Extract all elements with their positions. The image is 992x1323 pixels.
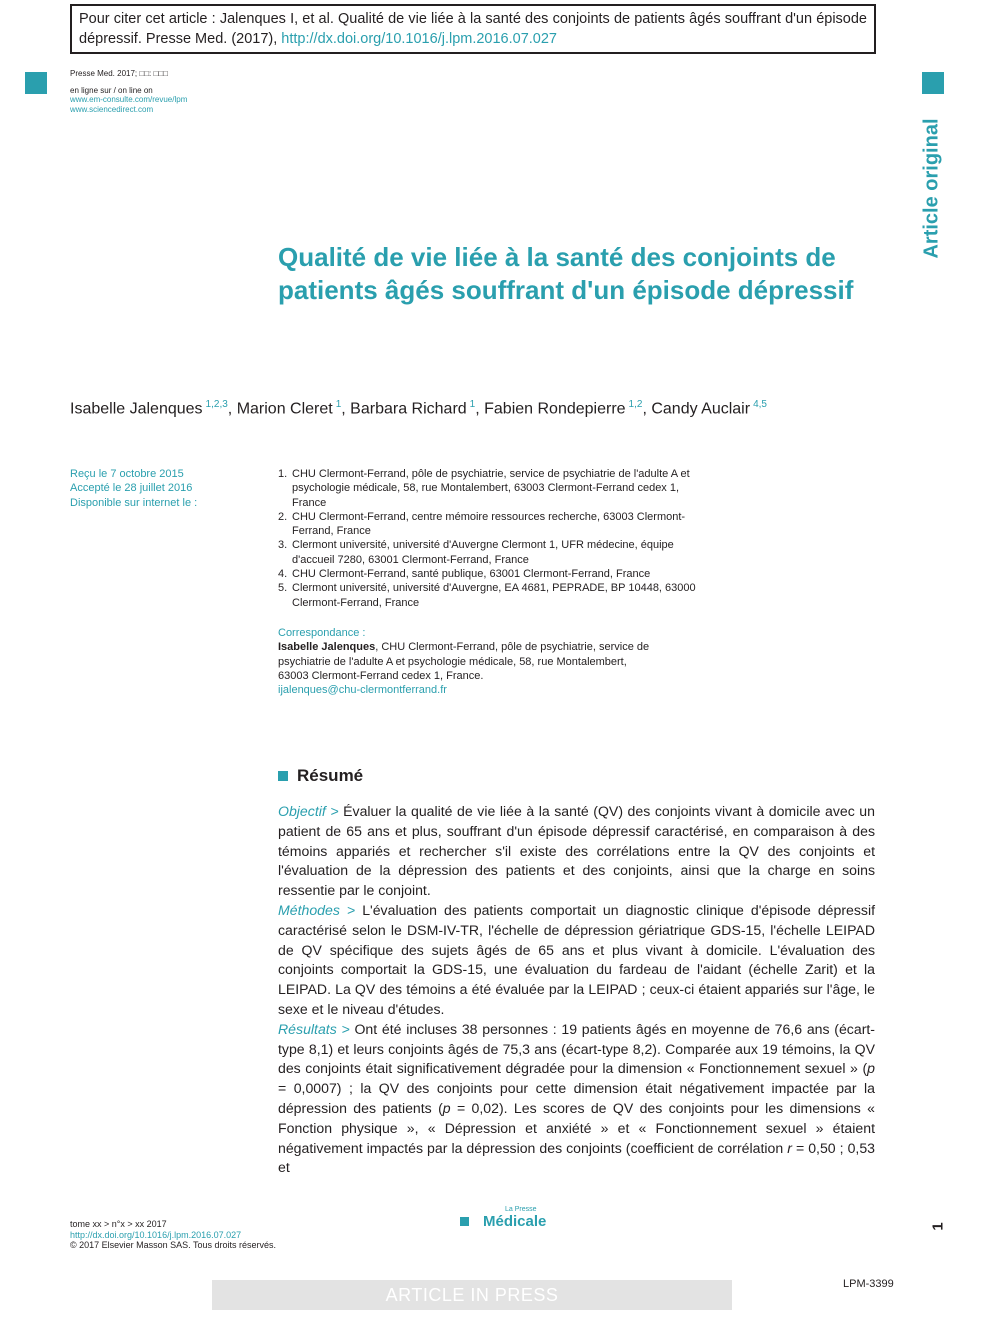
objective-text: Évaluer la qualité de vie liée à la santé (QV) des conjoints vivant à domicile avec un patient de 65 ans et plus, souffrant d'un épisode dépressif caractérisé, en comparaison à des témoins appariés et rechercher s'il existe des corrélations entre la QV des conjoints et l'évaluation de la dépression des patients et des conjoints, ainsi que la charge en soins ressentie par le conjoint. bbox=[278, 803, 875, 899]
results-text-2: = 0,0007) ; la QV des conjoints pour cette dimension était négativement impactée par la dépression des patients ( bbox=[278, 1080, 875, 1116]
citation-box bbox=[70, 4, 876, 54]
citation-doi-link[interactable]: http://dx.doi.org/10.1016/j.lpm.2016.07.027 bbox=[281, 31, 557, 47]
accepted-date: Accepté le 28 juillet 2016 bbox=[70, 482, 193, 495]
p-symbol-2: p bbox=[442, 1099, 451, 1116]
abstract-body bbox=[278, 802, 875, 1178]
affiliation-text: CHU Clermont-Ferrand, pôle de psychiatrie, service de psychiatrie de l'adulte A et psychologie médicale, 58, rue Montalembert, 63003 Clermont-Ferrand cedex 1, France bbox=[292, 468, 690, 509]
abstract-objective bbox=[278, 802, 875, 901]
abstract-heading-text: Résumé bbox=[297, 766, 364, 785]
correspondence-name: Isabelle Jalenques bbox=[278, 641, 376, 654]
brand-small-text: La Presse bbox=[505, 1206, 537, 1213]
article-dates bbox=[70, 467, 197, 510]
affiliation-item bbox=[278, 538, 698, 567]
p-symbol: p bbox=[867, 1060, 875, 1077]
abstract-heading bbox=[278, 766, 363, 786]
citation-text: Pour citer cet article : Jalenques I, et al. Qualité de vie liée à la santé des conjoints de patients âgés souffrant d'un épisode dépressif. Presse Med. (2017), bbox=[79, 11, 867, 47]
affiliation-text: CHU Clermont-Ferrand, santé publique, 63001 Clermont-Ferrand, France bbox=[292, 568, 651, 581]
online-label: en ligne sur / on line on bbox=[70, 85, 153, 95]
received-date: Reçu le 7 octobre 2015 bbox=[70, 468, 184, 480]
affiliation-list bbox=[278, 467, 698, 610]
author-list bbox=[70, 399, 767, 418]
abstract-results bbox=[278, 1020, 875, 1178]
footer-doi-link[interactable]: http://dx.doi.org/10.1016/j.lpm.2016.07.027 bbox=[70, 1229, 242, 1240]
affiliation-item bbox=[278, 567, 698, 581]
available-date: Disponible sur internet le : bbox=[70, 496, 198, 509]
r-symbol: r bbox=[787, 1139, 792, 1156]
article-type-label: Article original bbox=[920, 117, 943, 259]
results-text-3: = 0,02). Les scores de QV des conjoints pour les dimensions « Fonction physique », « Dépression et anxiété » et « Fonctionnement sexuel » étaient négativement impactés par la dépression des conjoints (coefficient de corrélation bbox=[278, 1099, 875, 1156]
affiliation-number: 1. bbox=[278, 468, 288, 480]
correspondence-address bbox=[278, 640, 658, 683]
author-separator: , bbox=[642, 400, 652, 418]
objective-label: Objectif > bbox=[278, 803, 339, 819]
correspondence-block bbox=[278, 626, 658, 697]
corner-square-right bbox=[922, 72, 944, 94]
journal-meta bbox=[70, 69, 187, 114]
journal-brand bbox=[460, 1206, 546, 1230]
affiliation-number: 2. bbox=[278, 510, 288, 523]
sciencedirect-link[interactable]: www.sciencedirect.com bbox=[70, 104, 154, 114]
author-name: Barbara Richard bbox=[350, 400, 467, 418]
footer-info bbox=[70, 1219, 276, 1251]
author-affiliation-sup: 1,2,3 bbox=[205, 399, 228, 410]
affiliation-number: 5. bbox=[278, 582, 288, 595]
correspondence-label: Correspondance : bbox=[278, 627, 366, 639]
results-text-4: = 0,50 ; 0,53 et bbox=[278, 1139, 876, 1176]
brand-square-icon bbox=[460, 1217, 469, 1226]
article-in-press-banner: ARTICLE IN PRESS bbox=[212, 1280, 732, 1310]
author-affiliation-sup: 1 bbox=[469, 399, 476, 410]
section-bullet-icon bbox=[278, 771, 288, 781]
corner-square-left bbox=[25, 72, 47, 94]
results-text-1: Ont été incluses 38 personnes : 19 patients âgés en moyenne de 76,6 ans (écart-type 8,1) et leurs conjoints âgés de 75,3 ans (écart-type 8,2). Comparée aux 19 témoins, la QV des conjoints était significativement dégradée pour la dimension « Fonctionnement sexuel » ( bbox=[278, 1020, 875, 1077]
author-separator: , bbox=[341, 400, 351, 418]
correspondence-email-link[interactable]: ijalenques@chu-clermontferrand.fr bbox=[278, 684, 447, 697]
footer-issue: tome xx > n°x > xx 2017 bbox=[70, 1219, 167, 1229]
methods-label: Méthodes > bbox=[278, 901, 356, 918]
affiliation-item bbox=[278, 581, 698, 610]
affiliation-text: Clermont université, université d'Auvergne Clermont 1, UFR médecine, équipe d'accueil 7280, 63001 Clermont-Ferrand, France bbox=[292, 539, 674, 566]
article-title: Qualité de vie liée à la santé des conjoints de patients âgés souffrant d'un épisode dépressif bbox=[278, 242, 854, 305]
correspondence-address-text: , CHU Clermont-Ferrand, pôle de psychiatrie, service de psychiatrie de l'adulte A et psychologie médicale, 58, rue Montalembert, 63003 Clermont-Ferrand cedex 1, France. bbox=[278, 641, 650, 682]
author-name: Marion Cleret bbox=[236, 400, 333, 418]
author-name: Isabelle Jalenques bbox=[70, 400, 203, 418]
article-id: LPM-3399 bbox=[843, 1278, 894, 1290]
author-separator: , bbox=[475, 400, 485, 418]
author-affiliation-sup: 1 bbox=[335, 399, 342, 410]
methods-text: L'évaluation des patients comportait un diagnostic clinique d'épisode dépressif caractérisé selon le DSM-IV-TR, l'échelle de dépression gériatrique GDS-15, l'échelle LEIPAD de QV spécifique des sujets âgés de 65 ans et plus vivant à domicile. L'évaluation des conjoints comportait la GDS-15, une évaluation du fardeau de l'aidant (échelle Zarit) et la LEIPAD. La QV des témoins a été évaluée par la LEIPAD ; ceux-ci étaient appariés sur l'âge, le sexe et le niveau d'études. bbox=[278, 901, 876, 1017]
journal-issue-line: Presse Med. 2017; □□: □□□ bbox=[70, 69, 168, 78]
author-name: Fabien Rondepierre bbox=[484, 400, 626, 418]
author-separator: , bbox=[227, 400, 237, 418]
page-number: 1 bbox=[929, 1221, 947, 1231]
em-consulte-link[interactable]: www.em-consulte.com/revue/lpm bbox=[70, 95, 188, 105]
author-affiliation-sup: 1,2 bbox=[628, 399, 643, 410]
affiliation-text: CHU Clermont-Ferrand, centre mémoire ressources recherche, 63003 Clermont-Ferrand, France bbox=[292, 510, 686, 538]
affiliation-item bbox=[278, 510, 698, 539]
author-name: Candy Auclair bbox=[651, 400, 751, 418]
results-label: Résultats > bbox=[278, 1020, 350, 1037]
affiliation-number: 3. bbox=[278, 539, 288, 552]
affiliation-number: 4. bbox=[278, 568, 288, 581]
affiliation-text: Clermont université, université d'Auvergne, EA 4681, PEPRADE, BP 10448, 63000 Clermont-Ferrand, France bbox=[292, 582, 696, 609]
author-affiliation-sup: 4,5 bbox=[753, 399, 767, 410]
footer-copyright: © 2017 Elsevier Masson SAS. Tous droits réservés. bbox=[70, 1240, 277, 1250]
affiliation-item bbox=[278, 467, 698, 510]
brand-big-text: Médicale bbox=[483, 1213, 547, 1230]
abstract-methods bbox=[278, 901, 875, 1020]
